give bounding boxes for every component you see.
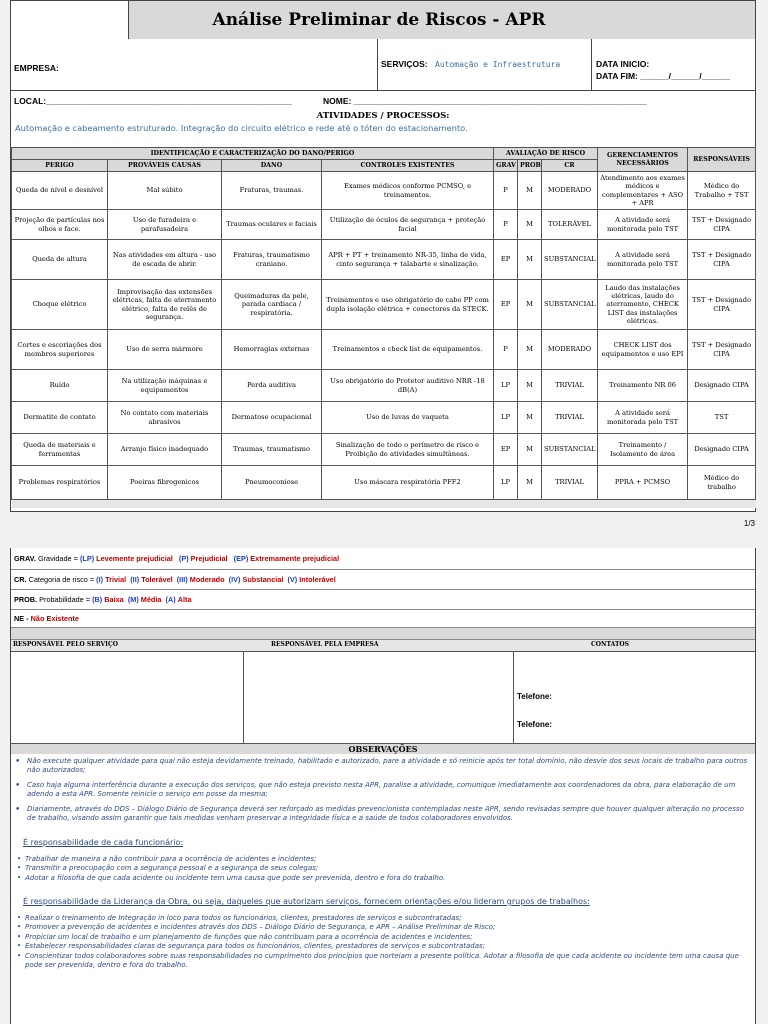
cell-responsavel: TST + Designado CIPA	[688, 210, 756, 240]
cell-grav: P	[494, 210, 518, 240]
list-item: • Conscientizar todos colaboradores sobre suas responsabilidades no cumprimento dos princípios que norteiam a presente política. Adotar a filosofia de que cada acidente ou incidente tem uma causa que pode ser prevenida, dentro e fora do trabalho.	[17, 951, 739, 970]
page-number: 1/3	[743, 519, 755, 528]
cell-gerenciamento: A atividade será monitorada pelo TST	[598, 210, 688, 240]
cell-gerenciamento: Treinamento / Isolamento de área	[598, 434, 688, 466]
col-controles: CONTROLES EXISTENTES	[322, 160, 494, 172]
cell-controles: Exames médicos conforme PCMSO, e treinamentos.	[322, 172, 494, 210]
logo-placeholder	[11, 1, 129, 39]
cell-prob: M	[518, 330, 542, 370]
page-title: Análise Preliminar de Riscos - APR	[212, 10, 546, 30]
lider-heading: É responsabilidade da Liderança da Obra, ou seja, daqueles que autorizam serviços, fornecem orientações e/ou lideram grupos de trabalhos:	[23, 896, 590, 906]
empresa-row	[11, 39, 755, 91]
cell-responsavel: Médico do trabalho	[688, 466, 756, 500]
cell-cr: TRIVIAL	[542, 370, 598, 402]
telefone-2: Telefone:	[517, 720, 552, 729]
cell-grav: P	[494, 330, 518, 370]
data-inicio-label: DATA INICIO:	[596, 59, 650, 69]
list-item: • Propiciar um local de trabalho e um planejamento de funções que não contribuam para a ocorrência de acidentes e incidentes;	[17, 932, 473, 941]
list-item: • Transmitir a preocupação com a segurança pessoal e a segurança de seus colegas;	[17, 864, 319, 873]
cell-controles: Treinamentos e uso obrigatório de cabo PP com dupla isolação elétrica + conectores da STECK.	[322, 280, 494, 330]
cell-prob: M	[518, 402, 542, 434]
local-label: LOCAL:____________________________________________________	[14, 96, 292, 106]
col-causas: PROVÁVEIS CAUSAS	[108, 160, 222, 172]
list-item: • Diariamente, através do DDS – Diálogo Diário de Segurança deverá ser reforçado as medidas prevencionista contempladas neste APR, sendo revisadas sempre que houver qualquer alteração no processo de trabalho, visando assim garantir que tais medidas venham preservar a integridade física e a saúde de todos colaboradores envolvidos.	[15, 804, 744, 823]
list-item: • Estabelecer responsabilidades claras de segurança para todos os funcionários, clientes, prestadores de serviços e subcontratadas;	[17, 942, 486, 951]
cell-perigo: Ruído	[12, 370, 108, 402]
cell-prob: M	[518, 172, 542, 210]
cell-grav: LP	[494, 466, 518, 500]
func-list	[17, 855, 751, 883]
col-dano: DANO	[222, 160, 322, 172]
list-item: • Trabalhar de maneira a não contribuir para a ocorrência de acidentes e incidentes;	[17, 854, 317, 863]
cell-prob: M	[518, 434, 542, 466]
cell-gerenciamento: Atendimento aos exames médicos e complementares + ASO + APR	[598, 172, 688, 210]
cell-grav: LP	[494, 370, 518, 402]
nome-label: NOME: ______________________________________________________________	[323, 96, 647, 106]
resp-servico-label: RESPONSÁVEL PELO SERVIÇO	[13, 641, 118, 648]
cell-perigo: Dermatite de contato	[12, 402, 108, 434]
cell-gerenciamento: A atividade será monitorada pelo TST	[598, 402, 688, 434]
cell-responsavel: TST	[688, 402, 756, 434]
cell-gerenciamento: Treinamento NR 06	[598, 370, 688, 402]
col-grav: GRAV	[494, 160, 518, 172]
cell-perigo: Cortes e escoriações dos membros superiores	[12, 330, 108, 370]
cell-grav: EP	[494, 280, 518, 330]
responsaveis-header: RESPONSÁVEIS	[688, 148, 756, 172]
table-row	[12, 434, 756, 466]
local-row	[11, 91, 755, 111]
table-row	[12, 330, 756, 370]
cell-dano: Traumas, traumatismo	[222, 434, 322, 466]
cell-dano: Traumas oculares e faciais	[222, 210, 322, 240]
signature-block	[11, 640, 755, 744]
telefone-1: Telefone:	[517, 692, 552, 701]
cell-responsavel: Médico do Trabalho + TST	[688, 172, 756, 210]
cell-causas: Poeiras fibrogenicos	[108, 466, 222, 500]
atividades-block	[11, 111, 755, 147]
cell-perigo: Choque elétrico	[12, 280, 108, 330]
cell-cr: SUBSTANCIAL	[542, 280, 598, 330]
table-row	[12, 172, 756, 210]
legend-prob: PROB. Probabilidade = (B) Baixa (M) Média (A) Alta	[11, 590, 755, 610]
cell-perigo: Queda de altura	[12, 240, 108, 280]
observacoes-list	[15, 757, 751, 971]
cell-cr: TRIVIAL	[542, 402, 598, 434]
table-row	[12, 280, 756, 330]
cell-controles: Sinalização de todo o perímetro de risco e Proibição de atividades simultâneas.	[322, 434, 494, 466]
table-row	[12, 466, 756, 500]
cell-dano: Perda auditiva	[222, 370, 322, 402]
cell-cr: SUBSTANCIAL	[542, 434, 598, 466]
cell-grav: P	[494, 172, 518, 210]
cell-controles: Uso obrigatório do Protetor auditivo NRR -18 dB(A)	[322, 370, 494, 402]
cell-controles: APR + PT + treinamento NR-35, linha de vida, cinto segurança + talabarte e sinalização.	[322, 240, 494, 280]
atividades-label: ATIVIDADES / PROCESSOS:	[316, 111, 450, 121]
servicos-label: SERVIÇOS:	[381, 59, 428, 69]
cell-responsavel: Designado CIPA	[688, 434, 756, 466]
list-item: • Realizar o treinamento de Integração in loco para todos os funcionários, clientes, prestadores de serviços e subcontratadas;	[17, 913, 462, 922]
col-cr: CR	[542, 160, 598, 172]
cell-causas: Mal súbito	[108, 172, 222, 210]
cell-dano: Queimaduras da pele, parada cardiaca / respiratória.	[222, 280, 322, 330]
avaliacao-header: AVALIAÇÃO DE RISCO	[494, 148, 598, 160]
group-header: IDENTIFICAÇÃO E CARACTERIZAÇÃO DO DANO/PERIGO	[12, 148, 494, 160]
apr-page-1	[10, 0, 756, 512]
legend-cr: CR. Categoria de risco = (I) Trivial (II) Tolerável (III) Moderado (IV) Substancial (V) Intolerável	[11, 570, 755, 590]
apr-page-2	[10, 548, 756, 1024]
table-row	[12, 210, 756, 240]
empresa-label: EMPRESA:	[14, 63, 59, 73]
cell-gerenciamento: A atividade será monitorada pelo TST	[598, 240, 688, 280]
cell-cr: TRIVIAL	[542, 466, 598, 500]
cell-cr: MODERADO	[542, 330, 598, 370]
cell-responsavel: Designado CIPA	[688, 370, 756, 402]
cell-prob: M	[518, 210, 542, 240]
cell-dano: Fraturas, traumatismo craniano.	[222, 240, 322, 280]
cell-causas: No contato com materiais abrasivos	[108, 402, 222, 434]
cell-controles: Treinamentos e check list de equipamentos.	[322, 330, 494, 370]
cell-prob: M	[518, 280, 542, 330]
legend-ne: NE - Não Existente	[11, 610, 755, 628]
cell-cr: TOLERÁVEL	[542, 210, 598, 240]
cell-dano: Fraturas, traumas.	[222, 172, 322, 210]
cell-causas: Nas atividades em altura - uso de escada de abrir.	[108, 240, 222, 280]
gerenciamentos-header: GERENCIAMENTOS NECESSÁRIOS	[598, 148, 688, 172]
legend-grav: GRAV. Gravidade = (LP) Levemente prejudicial (P) Prejudicial (EP) Extremamente prejudicial	[11, 548, 755, 570]
cell-dano: Dermatose ocupacional	[222, 402, 322, 434]
servicos-value: Automação e Infraestrutura	[435, 60, 561, 69]
cell-causas: Arranjo físico inadequado	[108, 434, 222, 466]
cell-grav: LP	[494, 402, 518, 434]
cell-controles: Utilização de óculos de segurança + proteção facial	[322, 210, 494, 240]
col-perigo: PERIGO	[12, 160, 108, 172]
table-row	[12, 240, 756, 280]
cell-grav: EP	[494, 434, 518, 466]
col-prob: PROB	[518, 160, 542, 172]
cell-grav: EP	[494, 240, 518, 280]
cell-perigo: Queda de nível e desnível	[12, 172, 108, 210]
data-fim-label: DATA FIM: ______/______/______	[596, 71, 731, 81]
cell-perigo: Projeção de partículas nos olhos e face.	[12, 210, 108, 240]
table-footer-row	[12, 500, 756, 508]
list-item: • Adotar a filosofia de que cada acidente ou incidente tem uma causa que pode ser prevenida, dentro e fora do trabalho.	[17, 873, 446, 882]
cell-gerenciamento: CHECK LIST dos equipamentos e uso EPI	[598, 330, 688, 370]
cell-gerenciamento: Laudo das instalações elétricas, laudo do aterramento, CHECK LIST das instalações elétricas.	[598, 280, 688, 330]
cell-gerenciamento: PPRA + PCMSO	[598, 466, 688, 500]
func-heading: É responsabilidade de cada funcionário:	[23, 837, 184, 847]
list-item: • Não execute qualquer atividade para qual não esteja devidamente treinado, habilitado e autorizado, pare a atividade e só reinicie após ter total domínio, não desvie dos seus locais de trabalho para outros não autorizados;	[15, 757, 748, 775]
observacoes-title: OBSERVAÇÕES	[11, 744, 755, 754]
cell-perigo: Queda de materiais e ferramentas	[12, 434, 108, 466]
cell-responsavel: TST + Designado CIPA	[688, 280, 756, 330]
list-item: • Caso haja alguma interferência durante a execução dos serviços, que não esteja previsto nesta APR, paralise a atividade, comunique imediatamente aos coordenadores da obra, para elaboração de um adendo a esta APR. Somente reinicie o serviço em posse da mesma;	[15, 780, 736, 799]
atividades-value: Automação e cabeamento estruturado. Integração do circuito elétrico e rede até o tóten do estacionamento.	[15, 123, 468, 133]
cell-controles: Uso máscara respiratória PFF2	[322, 466, 494, 500]
cell-causas: Na utilização máquinas e equipamentos	[108, 370, 222, 402]
table-row	[12, 370, 756, 402]
cell-prob: M	[518, 466, 542, 500]
lider-list	[17, 914, 751, 971]
cell-perigo: Problemas respiratórios	[12, 466, 108, 500]
list-item: • Promover a prevenção de acidentes e incidentes através dos DDS – Diálogo Diário de Segurança, e APR – Análise Preliminar de Risco;	[17, 923, 496, 932]
title-row	[11, 1, 755, 39]
cell-responsavel: TST + Designado CIPA	[688, 330, 756, 370]
cell-cr: SUBSTANCIAL	[542, 240, 598, 280]
cell-prob: M	[518, 240, 542, 280]
cell-prob: M	[518, 370, 542, 402]
cell-causas: Uso de furadeira e parafusadeira	[108, 210, 222, 240]
contatos-label: CONTATOS	[591, 641, 629, 648]
resp-empresa-label: RESPONSÁVEL PELA EMPRESA	[271, 641, 379, 648]
cell-causas: Improvisação das extensões elétricas, falta de aterramento elétrico, falta de relês de segurança.	[108, 280, 222, 330]
risk-table	[11, 147, 756, 508]
cell-dano: Pneumoconiose	[222, 466, 322, 500]
table-row	[12, 402, 756, 434]
cell-causas: Uso de serra mármore	[108, 330, 222, 370]
cell-responsavel: TST + Designado CIPA	[688, 240, 756, 280]
cell-controles: Uso de luvas de vaqueta	[322, 402, 494, 434]
cell-dano: Hemorragias externas	[222, 330, 322, 370]
cell-cr: MODERADO	[542, 172, 598, 210]
